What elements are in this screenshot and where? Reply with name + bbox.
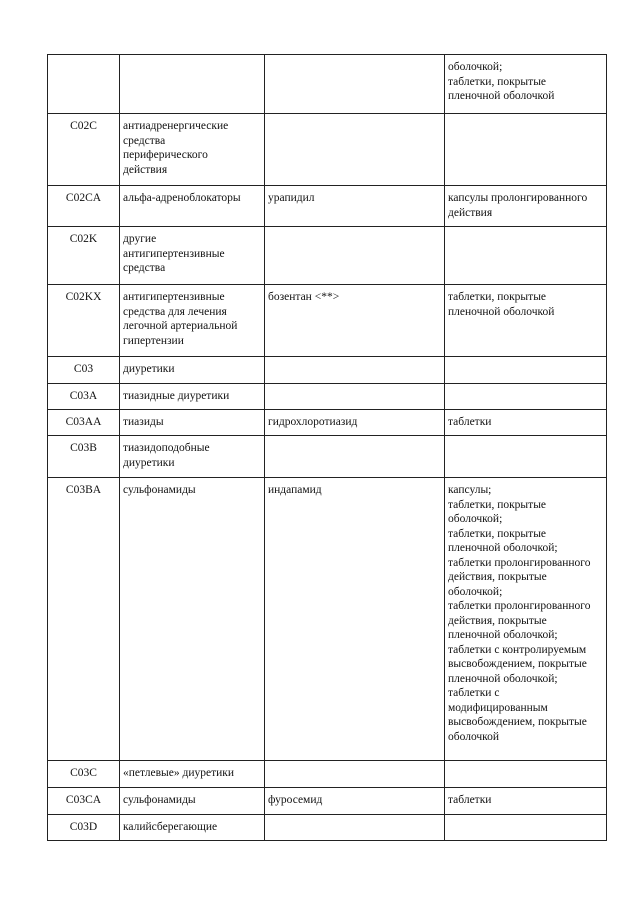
- substance-cell: [265, 436, 445, 478]
- atc-group-name-cell: альфа-адреноблокаторы: [120, 186, 265, 227]
- table-row: [48, 114, 607, 186]
- substance-cell: индапамид: [265, 478, 445, 761]
- dosage-form-cell: оболочкой; таблетки, покрытые пленочной оболочкой: [445, 55, 607, 114]
- atc-group-name-cell: сульфонамиды: [120, 478, 265, 761]
- atc-code-cell: C02K: [48, 227, 120, 285]
- atc-group-name-cell: другие антигипертензивные средства: [120, 227, 265, 285]
- dosage-form-cell: [445, 761, 607, 788]
- atc-group-name-cell: [120, 55, 265, 114]
- substance-cell: [265, 384, 445, 410]
- atc-code-cell: C02KX: [48, 285, 120, 357]
- substance-cell: [265, 357, 445, 384]
- atc-group-name-cell: тиазидоподобные диуретики: [120, 436, 265, 478]
- medication-table: [47, 54, 607, 841]
- table-row: [48, 815, 607, 841]
- table-row: [48, 436, 607, 478]
- substance-cell: гидрохлоротиазид: [265, 410, 445, 436]
- atc-code-cell: C03A: [48, 384, 120, 410]
- substance-cell: [265, 761, 445, 788]
- dosage-form-cell: [445, 114, 607, 186]
- dosage-form-cell: [445, 815, 607, 841]
- table-row: [48, 761, 607, 788]
- substance-cell: [265, 55, 445, 114]
- table-row: [48, 410, 607, 436]
- atc-group-name-cell: тиазидные диуретики: [120, 384, 265, 410]
- table-row: [48, 357, 607, 384]
- dosage-form-cell: [445, 436, 607, 478]
- atc-group-name-cell: диуретики: [120, 357, 265, 384]
- dosage-form-cell: таблетки, покрытые пленочной оболочкой: [445, 285, 607, 357]
- substance-cell: [265, 114, 445, 186]
- table-row: [48, 384, 607, 410]
- dosage-form-cell: [445, 227, 607, 285]
- table-row: [48, 227, 607, 285]
- atc-code-cell: C03D: [48, 815, 120, 841]
- table-row: [48, 186, 607, 227]
- atc-code-cell: C02CA: [48, 186, 120, 227]
- atc-group-name-cell: «петлевые» диуретики: [120, 761, 265, 788]
- table-row: [48, 478, 607, 761]
- atc-code-cell: [48, 55, 120, 114]
- atc-group-name-cell: тиазиды: [120, 410, 265, 436]
- atc-code-cell: C03AA: [48, 410, 120, 436]
- table-row: [48, 55, 607, 114]
- substance-cell: фуросемид: [265, 788, 445, 815]
- atc-code-cell: C03CA: [48, 788, 120, 815]
- dosage-form-cell: капсулы; таблетки, покрытые оболочкой; таблетки, покрытые пленочной оболочкой; таблетки пролонгированного действия, покрытые оболочкой; таблетки пролонгированного действия, покрытые пленочной оболочкой; таблетки с контролируемым высвобождением, покрытые пленочной оболочкой; таблетки с модифицированным высвобождением, покрытые оболочкой: [445, 478, 607, 761]
- atc-group-name-cell: антигипертензивные средства для лечения легочной артериальной гипертензии: [120, 285, 265, 357]
- atc-code-cell: C03BA: [48, 478, 120, 761]
- substance-cell: урапидил: [265, 186, 445, 227]
- substance-cell: бозентан <**>: [265, 285, 445, 357]
- atc-code-cell: C02C: [48, 114, 120, 186]
- substance-cell: [265, 815, 445, 841]
- atc-group-name-cell: калийсберегающие: [120, 815, 265, 841]
- atc-code-cell: C03: [48, 357, 120, 384]
- dosage-form-cell: таблетки: [445, 410, 607, 436]
- table-row: [48, 788, 607, 815]
- dosage-form-cell: капсулы пролонгированного действия: [445, 186, 607, 227]
- atc-code-cell: C03C: [48, 761, 120, 788]
- table-row: [48, 285, 607, 357]
- atc-code-cell: C03B: [48, 436, 120, 478]
- atc-group-name-cell: сульфонамиды: [120, 788, 265, 815]
- dosage-form-cell: [445, 384, 607, 410]
- dosage-form-cell: таблетки: [445, 788, 607, 815]
- substance-cell: [265, 227, 445, 285]
- atc-group-name-cell: антиадренергические средства периферического действия: [120, 114, 265, 186]
- dosage-form-cell: [445, 357, 607, 384]
